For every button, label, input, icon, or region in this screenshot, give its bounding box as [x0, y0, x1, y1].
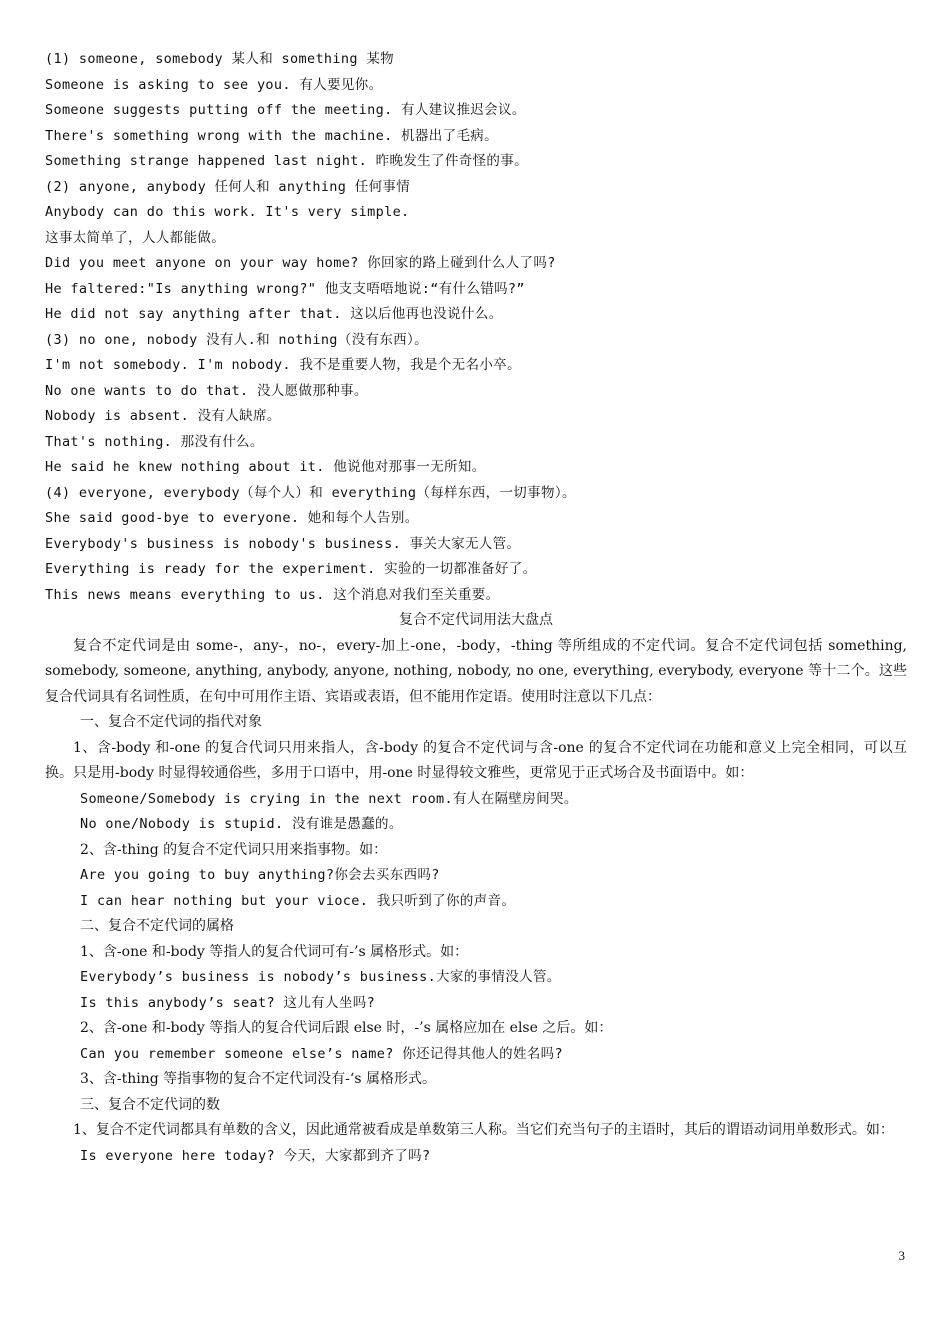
paragraph-possessive-one: 1、含-one 和-body 等指人的复合代词可有-’s 属格形式。如：	[80, 943, 469, 960]
example-line: I'm not somebody. I'm nobody. 我不是重要人物，我是个无名小卒。	[45, 357, 521, 373]
example-line: Anybody can do this work. It's very simple.	[45, 204, 410, 220]
example-sentence: Is everyone here today? 今天，大家都到齐了吗?	[80, 1147, 431, 1164]
example-sentence: I can hear nothing but your vioce. 我只听到了你的声音。	[80, 892, 516, 909]
example-line: (2) anyone, anybody 任何人和 anything 任何事情	[45, 178, 411, 195]
document-page	[45, 47, 907, 1169]
example-sentence: Everybody’s business is nobody’s business.大家的事情没人管。	[80, 969, 561, 985]
heading-number: 三、复合不定代词的数	[80, 1096, 220, 1113]
paragraph-body-one: 1、含-body 和-one 的复合代词只用来指人，含-body 的复合不定代词与含-one 的复合不定代词在功能和意义上完全相同，可以互换。只是用-body 时显得较通俗些，多用于口语中，用-one 时显得较文雅些，更常见于正式场合及书面语中。如：	[45, 739, 907, 781]
example-sentence: Are you going to buy anything?你会去买东西吗?	[80, 867, 440, 883]
example-line: No one wants to do that. 没人愿做那种事。	[45, 382, 368, 399]
example-line: Everything is ready for the experiment. 实验的一切都准备好了。	[45, 561, 537, 577]
intro-paragraph: 复合不定代词是由 some-，any-，no-，every-加上-one，-body，-thing 等所组成的不定代词。复合不定代词包括 something, somebody, someone, anything, anybody, anyone, nothing, nobody, no one, everything, everybody, everyone 等十二个。这些复合代词具有名词性质，在句中可用作主语、宾语或表语，但不能用作定语。使用时注意以下几点：	[45, 637, 907, 705]
example-line: Someone is asking to see you. 有人要见你。	[45, 76, 383, 93]
example-line: Someone suggests putting off the meeting. 有人建议推迟会议。	[45, 102, 526, 118]
example-line: There's something wrong with the machine. 机器出了毛病。	[45, 127, 499, 144]
example-line: 这事太简单了，人人都能做。	[45, 229, 226, 246]
example-sentence: Someone/Somebody is crying in the next room.有人在隔壁房间哭。	[80, 790, 578, 807]
example-line: She said good-bye to everyone. 她和每个人告别。	[45, 510, 419, 526]
example-line: (3) no one, nobody 没有人.和 nothing（没有东西）。	[45, 331, 428, 348]
page-number: 3	[898, 1248, 905, 1263]
example-sentence: No one/Nobody is stupid. 没有谁是愚蠢的。	[80, 816, 403, 832]
example-line: (1) someone, somebody 某人和 something 某物	[45, 51, 395, 67]
example-sentence: Can you remember someone else’s name? 你还记得其他人的姓名吗?	[80, 1045, 563, 1062]
example-line: Everybody's business is nobody's business. 事关大家无人管。	[45, 535, 521, 552]
section-title: 复合不定代词用法大盘点	[399, 612, 553, 628]
example-line: He did not say anything after that. 这以后他再也没说什么。	[45, 306, 503, 322]
example-line: (4) everyone, everybody（每个人）和 everything（每样东西，一切事物）。	[45, 484, 576, 501]
paragraph-thing: 2、含-thing 的复合不定代词只用来指事物。如：	[80, 841, 388, 858]
paragraph-possessive-else: 2、含-one 和-body 等指人的复合代词后跟 else 时，-’s 属格应加在 else 之后。如：	[80, 1020, 613, 1036]
example-line: That's nothing. 那没有什么。	[45, 433, 264, 450]
example-line: Something strange happened last night. 昨晚发生了件奇怪的事。	[45, 153, 528, 169]
heading-reference: 一、复合不定代词的指代对象	[80, 714, 262, 730]
example-line: He faltered:"Is anything wrong?" 他支支唔唔地说:“有什么错吗?”	[45, 280, 525, 297]
example-line: Did you meet anyone on your way home? 你回家的路上碰到什么人了吗?	[45, 255, 556, 271]
heading-possessive: 二、复合不定代词的属格	[80, 918, 234, 934]
example-sentence: Is this anybody’s seat? 这儿有人坐吗?	[80, 994, 376, 1011]
example-list	[45, 47, 907, 608]
example-line: This news means everything to us. 这个消息对我们至关重要。	[45, 586, 500, 603]
paragraph-number: 1、复合不定代词都具有单数的含义，因此通常被看成是单数第三人称。当它们充当句子的主语时，其后的谓语动词用单数形式。如：	[73, 1122, 894, 1138]
example-line: He said he knew nothing about it. 他说他对那事一无所知。	[45, 459, 486, 475]
paragraph-possessive-thing: 3、含-thing 等指事物的复合不定代词没有-‘s 属格形式。	[80, 1071, 437, 1087]
example-line: Nobody is absent. 没有人缺席。	[45, 408, 281, 424]
